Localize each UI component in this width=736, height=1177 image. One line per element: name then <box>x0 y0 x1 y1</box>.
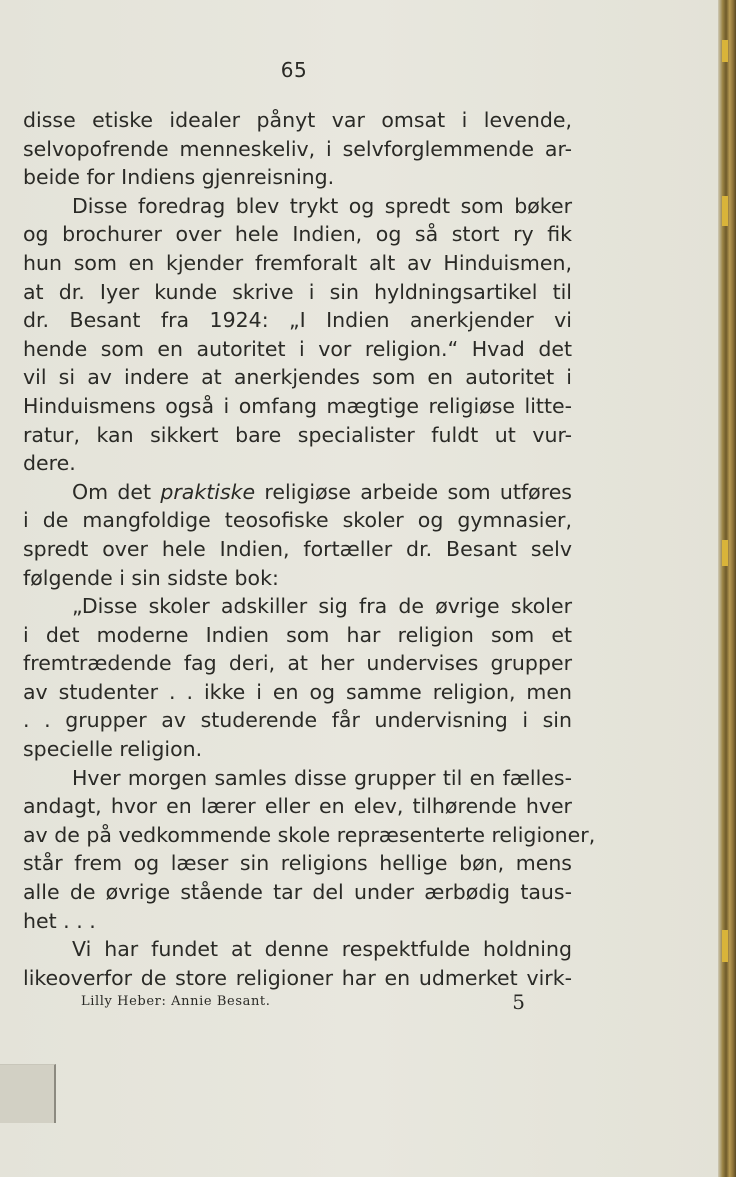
text-line: spredt over hele Indien, fortæller dr. Besant selv <box>23 536 572 561</box>
text-line: dere. <box>23 451 76 476</box>
text-line: likeoverfor de store religioner har en udmerket virk- <box>23 965 572 990</box>
text-line: „Disse skoler adskiller sig fra de øvrige skoler <box>72 594 572 619</box>
text-line: beide for Indiens gjenreisning. <box>23 165 335 190</box>
text-line: dr. Besant fra 1924: „I Indien anerkjender vi <box>23 308 572 333</box>
signature-mark: 5 <box>512 990 525 1014</box>
text-line: het . . . <box>23 908 96 933</box>
text-line: andagt, hvor en lærer eller en elev, tilhørende hver <box>23 794 572 819</box>
text-line: at dr. Iyer kunde skrive i sin hyldningsartikel til <box>23 279 572 304</box>
text-line: følgende i sin sidste bok: <box>23 565 279 590</box>
text-line: Vi har fundet at denne respektfulde holdning <box>72 937 572 962</box>
emphasis-text: praktiske <box>160 479 256 504</box>
footer-author: Lilly Heber: Annie Besant. <box>81 994 271 1009</box>
edge-highlight <box>722 540 728 566</box>
text-line: ratur, kan sikkert bare specialister fuldt ut vur- <box>23 422 572 447</box>
book-edge <box>718 0 736 1177</box>
text-line: av studenter . . ikke i en og samme religion, men <box>23 679 572 704</box>
text-line: fremtrædende fag deri, at her undervises grupper <box>23 651 572 676</box>
text-line: alle de øvrige stående tar del under ærbødig taus- <box>23 880 572 905</box>
text-line: Om det praktiske religiøse arbeide som utføres <box>72 479 572 504</box>
footer <box>81 990 525 1014</box>
text-line: hun som en kjender fremforalt alt av Hinduismen, <box>23 250 572 275</box>
edge-highlight <box>722 196 728 226</box>
text-line: Hver morgen samles disse grupper til en fælles- <box>72 765 572 790</box>
text-line: står frem og læser sin religions hellige bøn, mens <box>23 851 572 876</box>
text-line: disse etiske idealer pånyt var omsat i levende, <box>23 108 572 132</box>
text-line: selvopofrende menneskeliv, i selvforglemmende ar- <box>23 136 572 161</box>
page-tab <box>0 1064 56 1123</box>
edge-highlight <box>722 930 728 962</box>
text-line: Hinduismens også i omfang mægtige religiøse litte- <box>23 393 572 418</box>
edge-highlight <box>722 40 728 62</box>
text-line: . . grupper av studerende får undervisning i sin <box>23 708 572 733</box>
text-line: specielle religion. <box>23 737 203 762</box>
text-line: hende som en autoritet i vor religion.“ Hvad det <box>23 336 572 361</box>
text-line: vil si av indere at anerkjendes som en autoritet i <box>23 365 572 390</box>
text-line: og brochurer over hele Indien, og så stort ry fik <box>23 222 572 247</box>
text-line: i det moderne Indien som har religion som et <box>23 622 572 647</box>
text-line: i de mangfoldige teosofiske skoler og gymnasier, <box>23 508 572 533</box>
body-text <box>23 106 596 992</box>
text-line: av de på vedkommende skole repræsenterte religioner, <box>23 822 596 847</box>
page-number: 65 <box>280 58 308 82</box>
text-line: Disse foredrag blev trykt og spredt som bøker <box>72 193 572 218</box>
